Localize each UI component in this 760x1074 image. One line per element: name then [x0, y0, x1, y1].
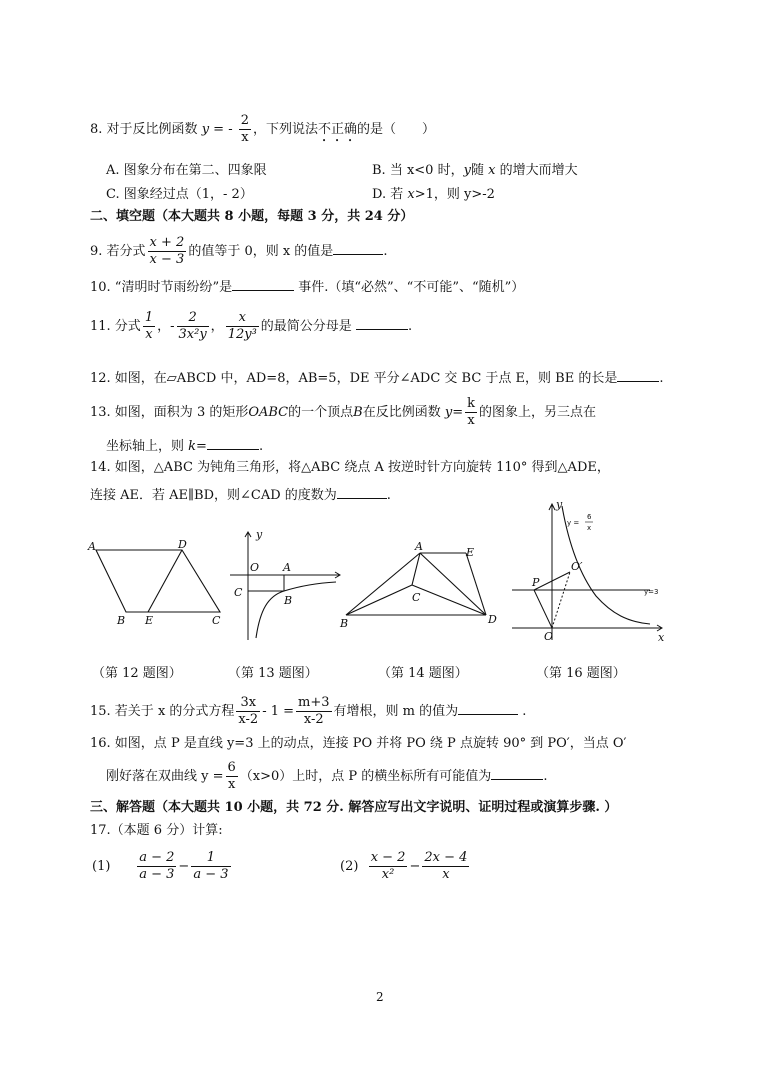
q12-answer-blank[interactable] — [617, 367, 659, 382]
fig12-label-e: E — [145, 614, 154, 627]
q14-answer-blank[interactable] — [337, 484, 387, 499]
q11-fraction-2: $\frac{2}{\text{3x²y}}$ — [178, 310, 207, 342]
fig14-label-b: B — [340, 617, 349, 630]
q8-option-c: C. 图象经过点（1，- 2） — [106, 187, 253, 202]
q8-option-b: B. 当 x<0 时，y随 x 的增大而增大 — [372, 163, 578, 178]
q17-p1-fraction-1: $\frac{a - 2}{a - 3}$ — [139, 850, 175, 882]
fig16-curve-num: 6 — [587, 513, 592, 521]
fig16-label-x: x — [658, 631, 665, 644]
q17-title: 17.（本题 6 分）计算: — [90, 823, 223, 838]
q16-answer-blank[interactable] — [491, 765, 543, 780]
fig14-label-c: C — [412, 591, 421, 604]
fig16-curve-label: y = — [567, 519, 580, 527]
fig14-label-a: A — [415, 540, 423, 553]
q9: 9. 若分式 $\frac{x + 2}{x - 3}$ 的值等于 0，则 x 的值是 . — [90, 235, 388, 267]
q8-option-d: D. 若 x>1，则 y>-2 — [372, 187, 495, 202]
fig12-label-b: B — [117, 614, 126, 627]
figure-12 — [86, 535, 236, 629]
q16-fraction: $\frac{6}{x}$ — [227, 760, 236, 792]
q14-line1: 14. 如图，△ABC 为钝角三角形，将△ABC 绕点 A 按逆时针方向旋转 110° 得到△ADE， — [90, 460, 610, 475]
fig13-caption: （第 13 题图） — [228, 666, 318, 681]
fig16-curve-den: x — [587, 524, 592, 532]
section2-title: 二、填空题（本大题共 8 小题，每题 3 分，共 24 分） — [90, 209, 414, 224]
q8-option-a: A. 图象分布在第二、四象限 — [106, 163, 267, 178]
figure-13 — [228, 528, 348, 652]
fig14-label-e: E — [466, 546, 475, 559]
q17-p2-fraction-1: $\frac{x - 2}{\text{x²}}$ — [370, 850, 406, 882]
fig13-label-a: A — [283, 561, 291, 574]
fig16-label-o-prime: O′ — [571, 560, 583, 573]
q13-line1: 13. 如图，面积为 3 的矩形OABC的一个顶点B在反比例函数 y= $\frac{k}{x}$ 的图象上，另三点在 — [90, 396, 597, 428]
q9-answer-blank[interactable] — [333, 240, 383, 255]
fig16-caption: （第 16 题图） — [536, 666, 626, 681]
q14-line2: 连接 AE．若 AE∥BD，则∠CAD 的度数为 . — [90, 484, 391, 505]
fig14-label-d: D — [488, 613, 497, 626]
q13-line2: 坐标轴上，则 k= . — [106, 435, 263, 456]
q11: 11. 分式 $\frac{1}{x}$ ，- $\frac{2}{\text{3x²y}}$ ， $\frac{x}{\text{12y³}}$ 的最简公分母是 . — [90, 310, 413, 342]
q17-part2: (2) $\frac{x - 2}{\text{x²}}$ − $\frac{2x - 4}{x}$ — [340, 850, 468, 882]
q10: 10. “清明时节雨纷纷”是 事件.（填“必然”、“不可能”、“随机”） — [90, 276, 524, 297]
q13-fraction: $\frac{k}{x}$ — [467, 396, 476, 428]
fig12-caption: （第 12 题图） — [92, 666, 182, 681]
q11-fraction-3: $\frac{x}{\text{12y³}}$ — [227, 310, 257, 342]
q8-emphasis: 不正确 — [318, 122, 358, 137]
fig12-label-d: D — [178, 538, 187, 551]
q11-answer-blank[interactable] — [356, 315, 408, 330]
fig16-line-label: y=3 — [644, 588, 659, 596]
fig12-label-a: A — [88, 540, 96, 553]
q15: 15. 若关于 x 的分式方程 $\frac{3x}{x-2}$ - 1 = $\frac{m+3}{x-2}$ 有增根，则 m 的值为 . — [90, 695, 527, 727]
figure-16 — [510, 500, 670, 649]
figure-14 — [338, 538, 508, 637]
q8-stem: 8. 对于反比例函数 y = - $\frac{2}{x}$ ，下列说法不正确的是（ ） — [90, 113, 436, 145]
q17-p2-fraction-2: $\frac{2x - 4}{x}$ — [424, 850, 468, 882]
fig16-label-y: y — [556, 498, 563, 511]
fig13-label-b: B — [284, 594, 293, 607]
fig14-caption: （第 14 题图） — [378, 666, 468, 681]
q17-p1-fraction-2: $\frac{1}{a - 3}$ — [193, 850, 229, 882]
section3-title: 三、解答题（本大题共 10 小题，共 72 分. 解答应写出文字说明、证明过程或演算步骤. ） — [90, 800, 618, 815]
q15-answer-blank[interactable] — [458, 700, 518, 715]
fig16-label-p: P — [532, 576, 540, 589]
q13-answer-blank[interactable] — [207, 435, 259, 450]
q11-fraction-1: $\frac{1}{x}$ — [144, 310, 154, 342]
q15-fraction-2: $\frac{m+3}{x-2}$ — [298, 695, 330, 727]
fig13-label-c: C — [234, 586, 243, 599]
q17-part1: (1) $\frac{a - 2}{a - 3}$ − $\frac{1}{a - 3}$ — [92, 850, 229, 882]
fig12-label-c: C — [212, 614, 221, 627]
fig13-label-y: y — [256, 528, 263, 541]
q9-fraction: $\frac{x + 2}{x - 3}$ — [149, 235, 185, 267]
q10-answer-blank[interactable] — [232, 276, 294, 291]
fig13-label-o: O — [250, 561, 260, 574]
q12: 12. 如图，在▱ABCD 中，AD=8，AB=5，DE 平分∠ADC 交 BC 于点 E，则 BE 的长是 . — [90, 367, 663, 388]
page-number: 2 — [376, 990, 384, 1004]
fig16-label-o: O — [544, 630, 554, 643]
q16-line2: 刚好落在双曲线 y = $\frac{6}{x}$ （x>0）上时，点 P 的横坐标所有可能值为 . — [106, 760, 548, 792]
q16-line1: 16. 如图，点 P 是直线 y=3 上的动点，连接 PO 并将 PO 绕 P 点旋转 90° 到 PO′，当点 O′ — [90, 736, 627, 751]
q8-fraction: $\frac{2}{x}$ — [240, 113, 250, 145]
q15-fraction-1: $\frac{3x}{x-2}$ — [238, 695, 259, 727]
